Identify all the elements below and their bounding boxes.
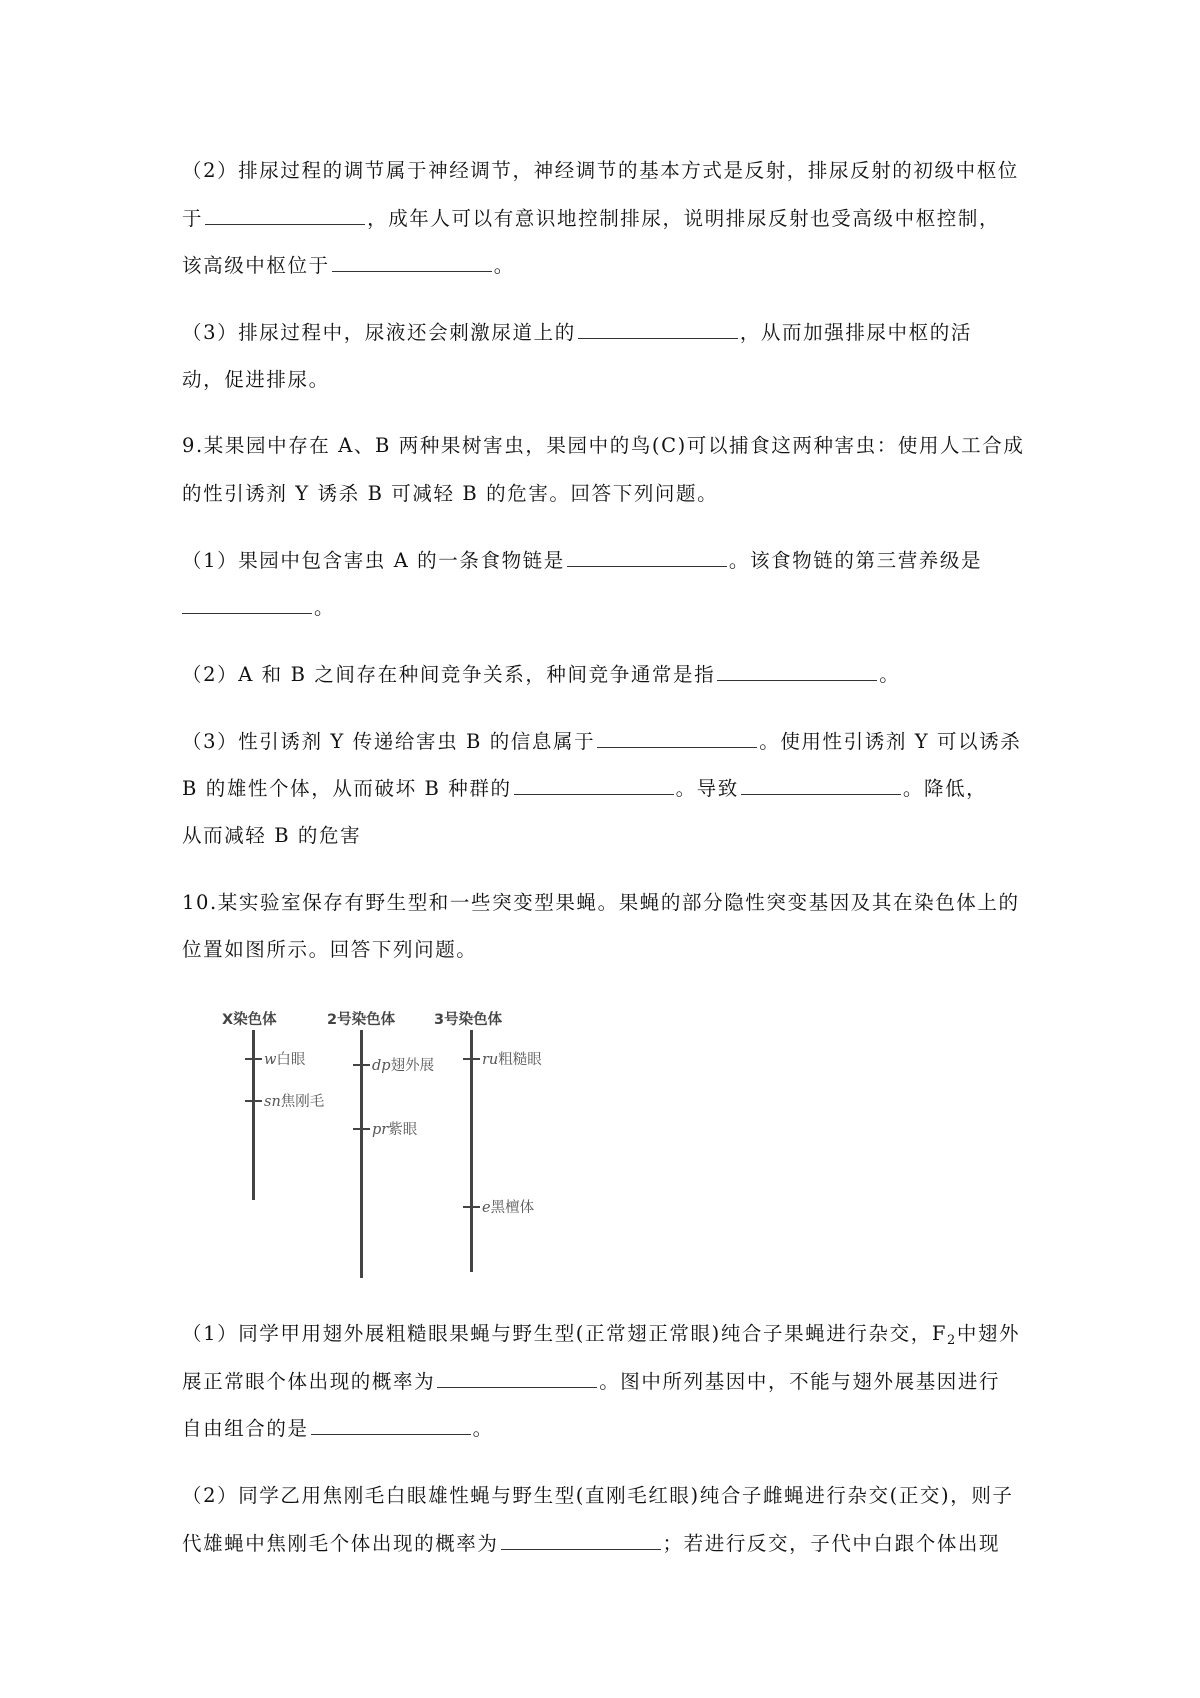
gene-label-e: e黑檀体 bbox=[482, 1200, 535, 1216]
answer-blank[interactable] bbox=[741, 775, 901, 795]
chromosome-x bbox=[252, 1030, 255, 1200]
q9-part3-line2: B 的雄性个体，从而破坏 B 种群的 。导致 。降低， bbox=[182, 777, 988, 800]
gene-label-ru: ru粗糙眼 bbox=[482, 1052, 542, 1068]
chromosome-label-3: 3号染色体 bbox=[434, 1012, 503, 1028]
q9-part3-line1: （3）性引诱剂 Y 传递给害虫 B 的信息属于 。使用性引诱剂 Y 可以诱杀 bbox=[182, 730, 1022, 753]
answer-blank[interactable] bbox=[437, 1368, 597, 1388]
q9-part3-line3: 从而减轻 B 的危害 bbox=[182, 824, 362, 847]
q10-part1-line3: 自由组合的是 。 bbox=[182, 1417, 494, 1440]
gene-label-dp: dp翅外展 bbox=[372, 1058, 435, 1074]
gene-marker bbox=[463, 1206, 480, 1208]
gene-label-w: w白眼 bbox=[264, 1052, 306, 1068]
answer-blank[interactable] bbox=[501, 1530, 661, 1550]
answer-blank[interactable] bbox=[311, 1415, 471, 1435]
q9-stem-line2: 的性引诱剂 Y 诱杀 B 可减轻 B 的危害。回答下列问题。 bbox=[182, 482, 719, 505]
q9-part1-line2: 。 bbox=[182, 594, 335, 622]
chromosome-3 bbox=[470, 1030, 473, 1272]
gene-marker bbox=[245, 1100, 262, 1102]
q10-part2-line2: 代雄蝇中焦刚毛个体出现的概率为 ；若进行反交，子代中白跟个体出现 bbox=[182, 1532, 1001, 1555]
q9-part2-line1: （2）A 和 B 之间存在种间竞争关系，种间竞争通常是指 。 bbox=[182, 663, 901, 686]
answer-blank[interactable] bbox=[182, 594, 312, 614]
gene-label-pr: pr紫眼 bbox=[372, 1122, 418, 1138]
answer-blank[interactable] bbox=[567, 547, 727, 567]
answer-blank[interactable] bbox=[597, 728, 757, 748]
chromosome-label-x: X染色体 bbox=[222, 1012, 277, 1028]
q10-part2-line1: （2）同学乙用焦刚毛白眼雄性蝇与野生型(直刚毛红眼)纯合子雌蝇进行杂交(正交)，则子 bbox=[182, 1484, 1014, 1507]
q8-part2-line3: 该高级中枢位于 。 bbox=[182, 254, 515, 277]
q8-part3-line2: 动，促进排尿。 bbox=[182, 368, 330, 391]
answer-blank[interactable] bbox=[578, 319, 738, 339]
q10-part1-line1: （1）同学甲用翅外展粗糙眼果蝇与野生型(正常翅正常眼)纯合子果蝇进行杂交，$F_2$中翅外 bbox=[182, 1322, 1021, 1348]
chromosome-label-2: 2号染色体 bbox=[327, 1012, 396, 1028]
gene-marker bbox=[463, 1058, 480, 1060]
gene-marker bbox=[245, 1058, 262, 1060]
q8-part3-line1: （3）排尿过程中，尿液还会刺激尿道上的 ，从而加强排尿中枢的活 bbox=[182, 321, 972, 344]
q10-stem-line1: 10.某实验室保存有野生型和一些突变型果蝇。果蝇的部分隐性突变基因及其在染色体上的 bbox=[182, 891, 1020, 914]
answer-blank[interactable] bbox=[332, 252, 492, 272]
gene-marker bbox=[353, 1128, 370, 1130]
gene-label-sn: sn焦刚毛 bbox=[264, 1094, 325, 1110]
q8-part2-line1: （2）排尿过程的调节属于神经调节，神经调节的基本方式是反射，排尿反射的初级中枢位 bbox=[182, 159, 1019, 182]
answer-blank[interactable] bbox=[717, 661, 877, 681]
q9-part1-line1: （1）果园中包含害虫 A 的一条食物链是 。该食物链的第三营养级是 bbox=[182, 549, 983, 572]
q9-stem-line1: 9.某果园中存在 A、B 两种果树害虫，果园中的鸟(C)可以捕食这两种害虫：使用人工合成 bbox=[182, 434, 1025, 457]
answer-blank[interactable] bbox=[205, 205, 365, 225]
chromosome-diagram bbox=[182, 1008, 592, 1284]
q10-stem-line2: 位置如图所示。回答下列问题。 bbox=[182, 938, 478, 961]
chromosome-2 bbox=[360, 1030, 363, 1278]
q8-part2-line2: 于 ，成年人可以有意识地控制排尿，说明排尿反射也受高级中枢控制， bbox=[182, 207, 1001, 230]
q10-part1-line2: 展正常眼个体出现的概率为 。图中所列基因中，不能与翅外展基因进行 bbox=[182, 1370, 1001, 1393]
answer-blank[interactable] bbox=[514, 775, 674, 795]
gene-marker bbox=[353, 1064, 370, 1066]
